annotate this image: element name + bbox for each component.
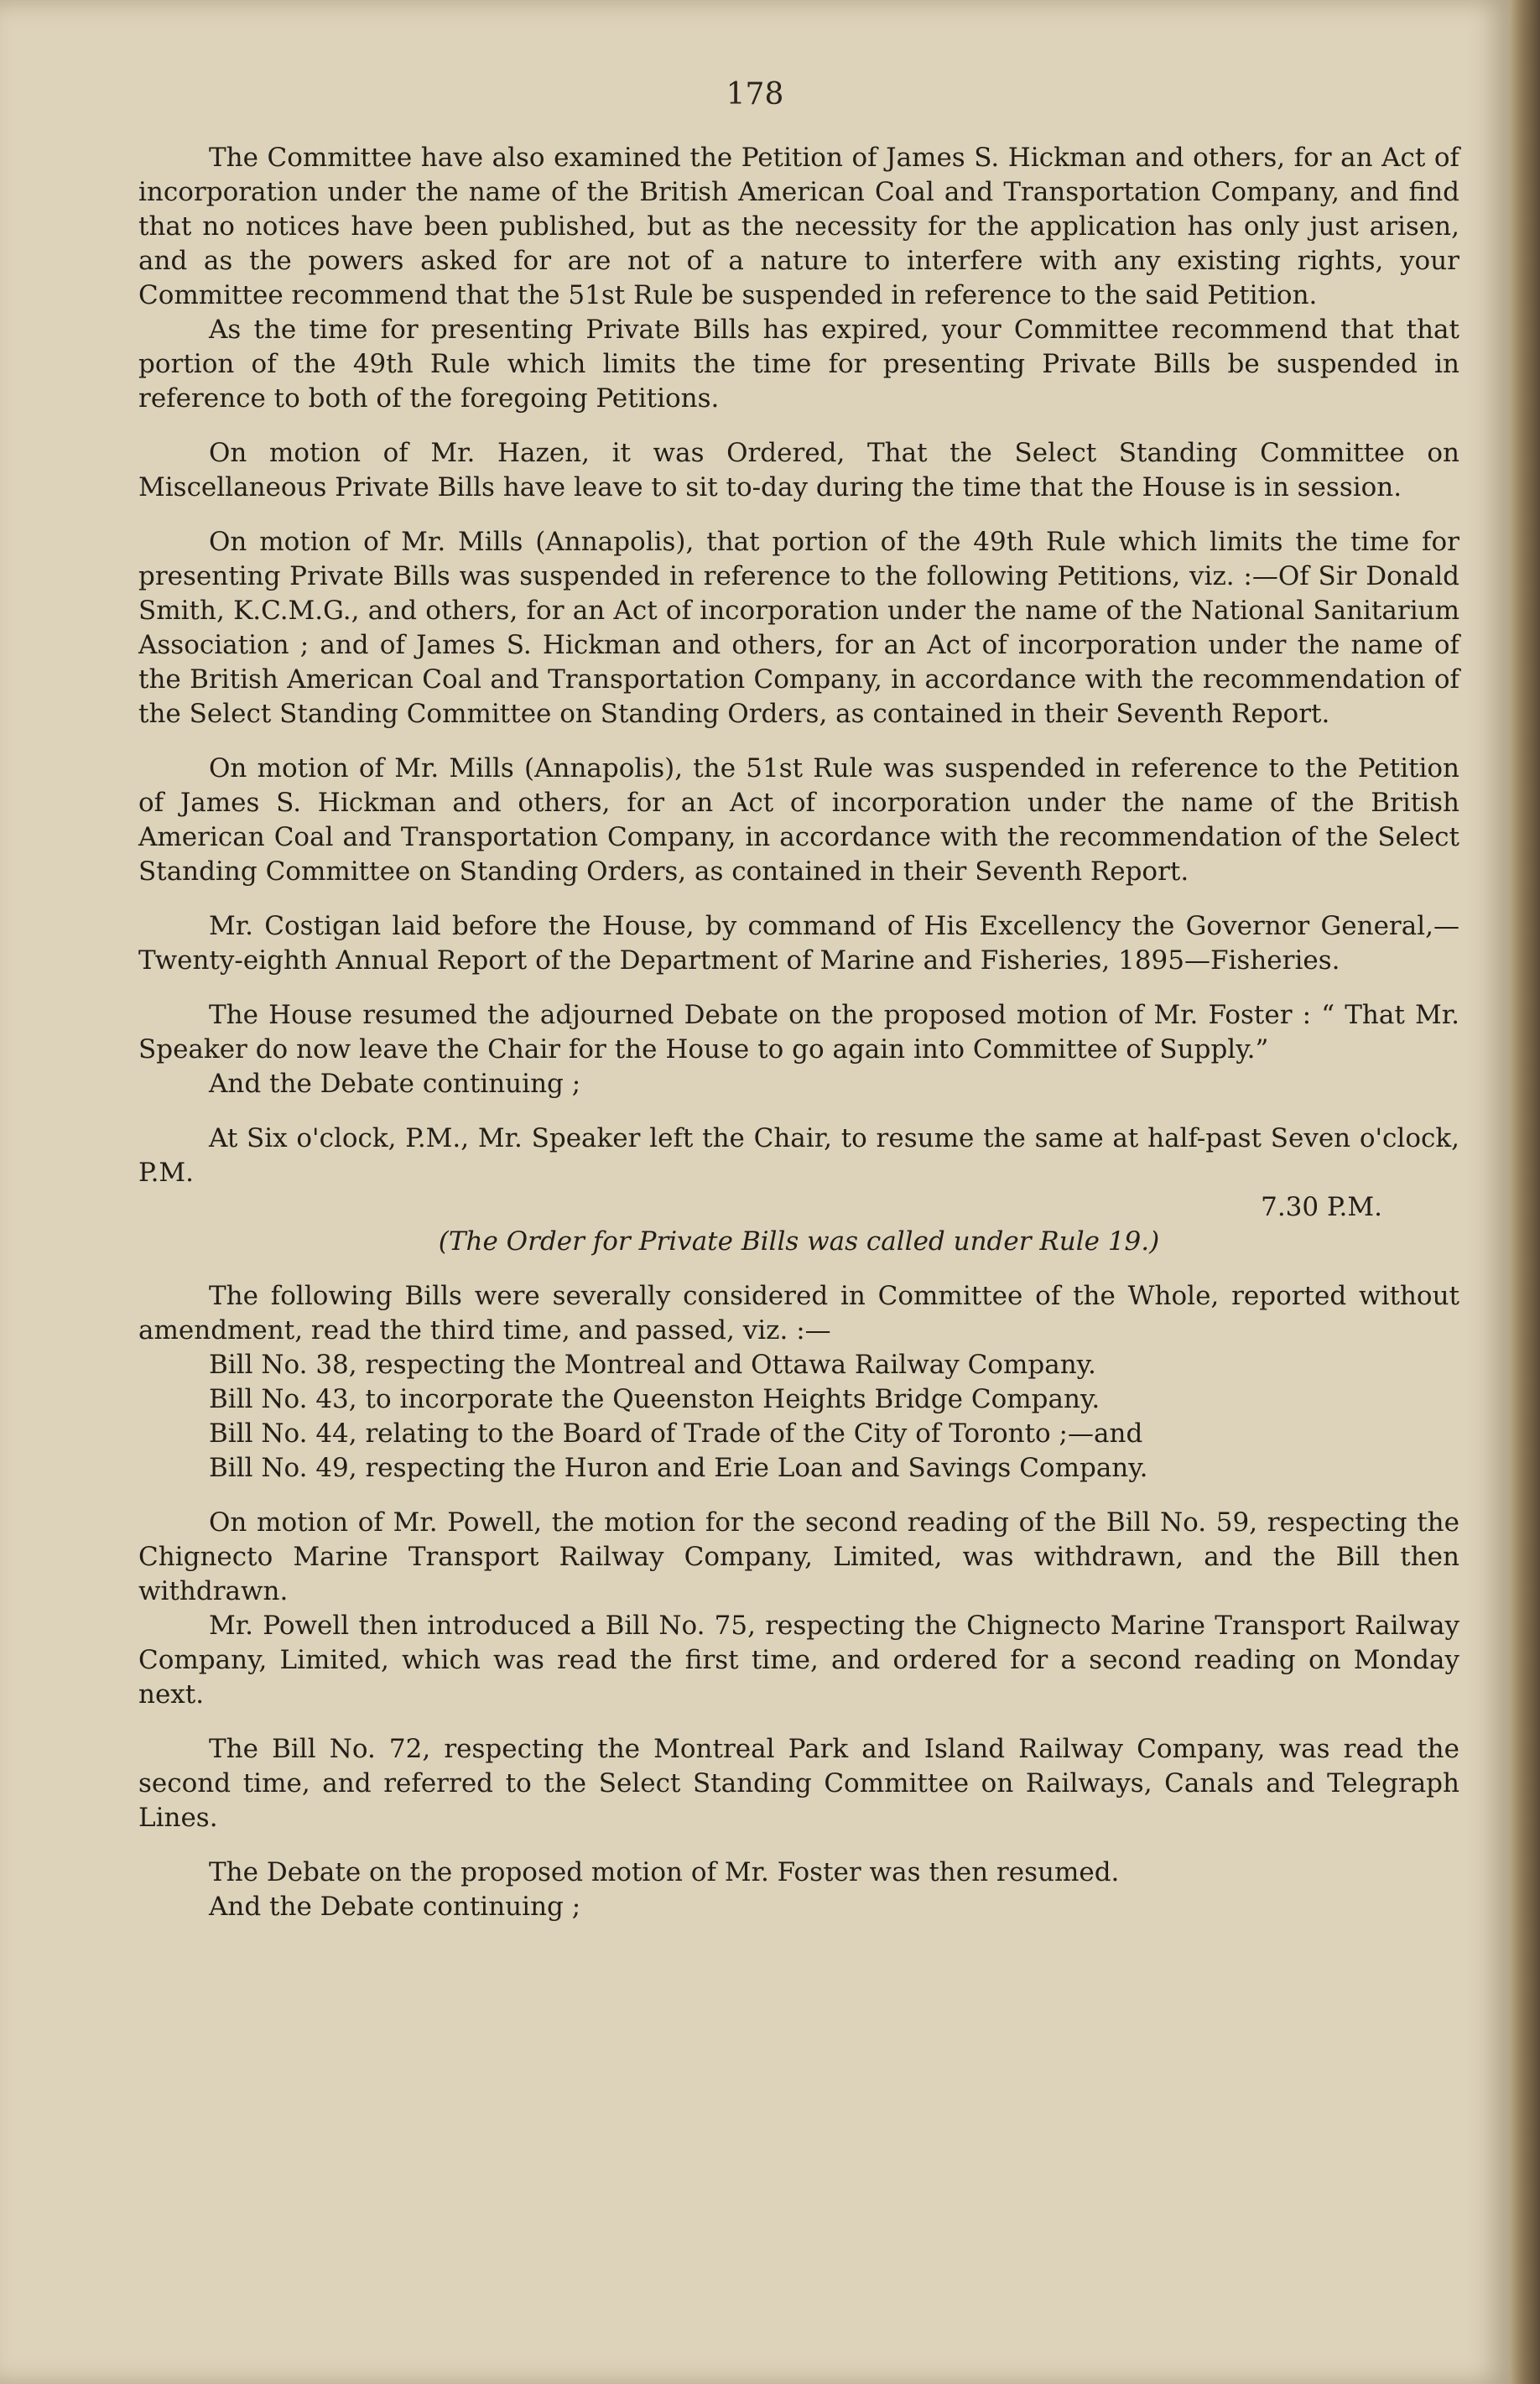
bill-item: Bill No. 38, respecting the Montreal and Ottawa Railway Company. — [209, 1350, 1096, 1380]
bills-intro: The following Bills were severally considered in Committee of the Whole, reported without amendment, read the third time, and passed, viz. :— — [138, 1281, 1459, 1346]
bill-item: Bill No. 49, respecting the Huron and Erie Loan and Savings Company. — [209, 1453, 1148, 1483]
debate-continuing-closing: And the Debate continuing ; — [209, 1892, 581, 1922]
committee-paragraph: As the time for presenting Private Bills has expired, your Committee recommend that that portion of the 49th Rule which limits the time for presenting Private Bills be suspended in reference to both of the foregoing Petitions. — [138, 315, 1459, 414]
bill-item: Bill No. 44, relating to the Board of Trade of the City of Toronto ;—and — [209, 1418, 1143, 1449]
committee-paragraph: The Committee have also examined the Petition of James S. Hickman and others, for an Act of incorporation under the name of the British American Coal and Transportation Company, and find that no notices have been published, but as the necessity for the application has only just arisen, and as the powers asked for are not of a nature to interfere with any existing rights, your Committee recommend that the 51st Rule be suspended in reference to the said Petition. — [138, 143, 1459, 310]
order-note: (The Order for Private Bills was called under Rule 19.) — [438, 1226, 1160, 1257]
powell-motion: On motion of Mr. Powell, the motion for the second reading of the Bill No. 59, respecting the Chignecto Marine Transport Railway Company, Limited, was withdrawn, and the Bill then withdrawn. — [138, 1507, 1459, 1606]
page-edge — [1510, 0, 1540, 2384]
bill-item: Bill No. 43, to incorporate the Queenston Heights Bridge Company. — [209, 1384, 1100, 1414]
debate-resumed-closing: The Debate on the proposed motion of Mr. Foster was then resumed. — [209, 1857, 1120, 1887]
motion-paragraph: On motion of Mr. Hazen, it was Ordered, That the Select Standing Committee on Miscellaneous Private Bills have leave to sit to-day during the time that the House is in session. — [138, 438, 1459, 502]
motion-paragraph: Mr. Costigan laid before the House, by command of His Excellency the Governor General,—Twenty-eighth Annual Report of the Department of Marine and Fisheries, 1895—Fisheries. — [138, 911, 1459, 976]
journal-text — [138, 141, 1459, 1924]
powell-introduction: Mr. Powell then introduced a Bill No. 75, respecting the Chignecto Marine Transport Railway Company, Limited, which was read the first time, and ordered for a second reading on Monday next. — [138, 1611, 1459, 1710]
six-oclock-paragraph: At Six o'clock, P.M., Mr. Speaker left the Chair, to resume the same at half-past Seven o'clock, P.M. — [138, 1123, 1459, 1188]
time-heading: 7.30 P.M. — [1261, 1192, 1382, 1222]
motion-paragraph: On motion of Mr. Mills (Annapolis), that portion of the 49th Rule which limits the time for presenting Private Bills was suspended in reference to the following Petitions, viz. :—Of Sir Donald Smith, K.C.M.G., and others, for an Act of incorporation under the name of the National Sanitarium Association ; and of James S. Hickman and others, for an Act of incorporation under the name of the British American Coal and Transportation Company, in accordance with the recommendation of the Select Standing Committee on Standing Orders, as contained in their Seventh Report. — [138, 527, 1459, 729]
bill-72-paragraph: The Bill No. 72, respecting the Montreal Park and Island Railway Company, was read the second time, and referred to the Select Standing Committee on Railways, Canals and Telegraph Lines. — [138, 1734, 1459, 1833]
debate-continuing: And the Debate continuing ; — [209, 1069, 581, 1099]
motion-paragraph: On motion of Mr. Mills (Annapolis), the 51st Rule was suspended in reference to the Petition of James S. Hickman and others, for an Act of incorporation under the name of the British American Coal and Transportation Company, in accordance with the recommendation of the Select Standing Committee on Standing Orders, as contained in their Seventh Report. — [138, 753, 1459, 887]
bills-list — [138, 1348, 1459, 1486]
debate-resumed: The House resumed the adjourned Debate on the proposed motion of Mr. Foster : “ That Mr. Speaker do now leave the Chair for the House to go again into Committee of Supply.” — [138, 1000, 1459, 1064]
page-number: 178 — [726, 77, 784, 112]
